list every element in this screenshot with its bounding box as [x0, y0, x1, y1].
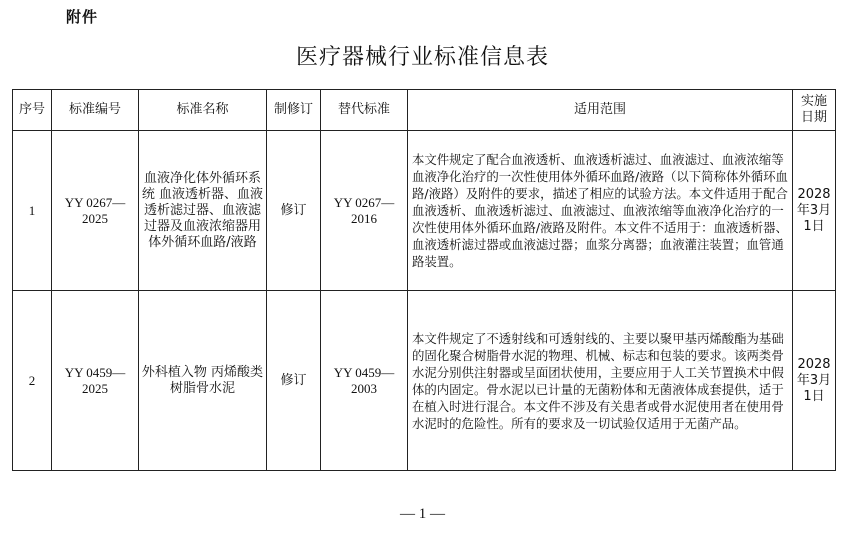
- attachment-label: 附件: [66, 8, 99, 26]
- row-standard-code: YY 0459—2025: [52, 291, 139, 471]
- row-standard-name: 外科植入物 丙烯酸类树脂骨水泥: [139, 291, 267, 471]
- row-revision-type: 修订: [267, 291, 321, 471]
- table-row: [13, 131, 836, 291]
- header-seq: 序号: [13, 90, 52, 131]
- row-replaced-standard: YY 0459—2003: [321, 291, 408, 471]
- header-replaced: 替代标准: [321, 90, 408, 131]
- header-name: 标准名称: [139, 90, 267, 131]
- row-standard-name: 血液净化体外循环系统 血液透析器、血液透析滤过器、血液滤过器及血液浓缩器用体外循环血路/液路: [139, 131, 267, 291]
- row-seq: 2: [13, 291, 52, 471]
- row-seq: 1: [13, 131, 52, 291]
- header-date: 实施日期: [793, 90, 836, 131]
- header-code: 标准编号: [52, 90, 139, 131]
- row-replaced-standard: YY 0267—2016: [321, 131, 408, 291]
- row-implementation-date: 2028年3月1日: [793, 131, 836, 291]
- header-scope: 适用范围: [408, 90, 793, 131]
- row-revision-type: 修订: [267, 131, 321, 291]
- standards-table: [12, 89, 836, 471]
- row-implementation-date: 2028年3月1日: [793, 291, 836, 471]
- row-scope: 本文件规定了配合血液透析、血液透析滤过、血液滤过、血液浓缩等血液净化治疗的一次性使用体外循环血路/液路（以下简称体外循环血路/液路）及附件的要求，描述了相应的试验方法。本文件适用于配合血液透析、血液透析滤过、血液滤过、血液浓缩等血液净化治疗的一次性使用体外循环血路/液路及附件。本文件不适用于：血液透析器、血液透析滤过器或血液滤过器；血浆分离器；血液灌注装置；血管通路装置。: [408, 131, 793, 291]
- table-row: [13, 291, 836, 471]
- header-revision: 制修订: [267, 90, 321, 131]
- page-number: — 1 —: [400, 506, 445, 522]
- row-scope: 本文件规定了不透射线和可透射线的、主要以聚甲基丙烯酸酯为基础的固化聚合树脂骨水泥的物理、机械、标志和包装的要求。该两类骨水泥分别供注射器或呈面团状使用，主要应用于人工关节置换术中假体的内固定。骨水泥以已计量的无菌粉体和无菌液体成套提供，适于在植入时进行混合。本文件不涉及有关患者或骨水泥使用者在使用骨水泥时的危险性。所有的要求及一切试验仅适用于无菌产品。: [408, 291, 793, 471]
- page-title: 医疗器械行业标准信息表: [295, 45, 549, 70]
- row-standard-code: YY 0267—2025: [52, 131, 139, 291]
- table-header-row: [13, 90, 836, 131]
